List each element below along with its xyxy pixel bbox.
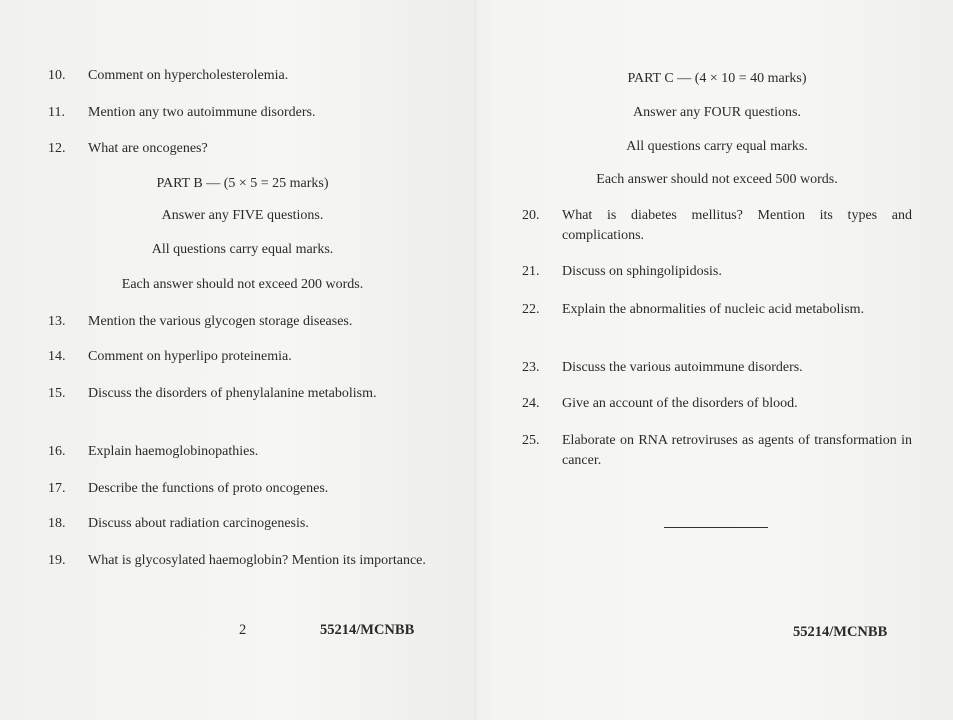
part-b-title: PART B — (5 × 5 = 25 marks) — [156, 176, 329, 191]
part-c-title: PART C — (4 × 10 = 40 marks) — [627, 71, 807, 86]
question-text: Explain haemoglobinopathies. — [88, 444, 259, 459]
question-text: Discuss about radiation carcinogenesis. — [88, 516, 309, 531]
page-number: 2 — [239, 622, 247, 638]
question-number: 16. — [48, 444, 66, 459]
paper-code: 55214/MCNBB — [793, 624, 888, 640]
question-text: Describe the functions of proto oncogenes. — [88, 481, 329, 496]
question-number: 13. — [48, 314, 66, 329]
question-text: Comment on hypercholesterolemia. — [88, 68, 289, 83]
question-text: Explain the abnormalities of nucleic acid metabolism. — [562, 302, 865, 317]
question-text: Discuss the various autoimmune disorders. — [562, 360, 803, 375]
page-fold — [474, 0, 476, 720]
question-number: 12. — [48, 141, 66, 156]
paper-code: 55214/MCNBB — [320, 622, 415, 638]
question-number: 18. — [48, 516, 66, 531]
question-text: What is glycosylated haemoglobin? Mention its importance. — [88, 553, 426, 568]
question-number: 25. — [522, 433, 540, 448]
end-rule — [664, 527, 768, 528]
part-b-instruction: Answer any FIVE questions. — [161, 208, 324, 223]
question-text: What is diabetes mellitus? Mention its types and complications. — [562, 208, 912, 243]
question-text: Discuss on sphingolipidosis. — [562, 264, 722, 279]
part-c-instruction: All questions carry equal marks. — [626, 139, 808, 154]
part-c-instruction: Answer any FOUR questions. — [633, 105, 801, 120]
question-text: Discuss the disorders of phenylalanine metabolism. — [88, 386, 377, 401]
question-number: 20. — [522, 208, 540, 223]
question-text: Mention the various glycogen storage diseases. — [88, 314, 353, 329]
question-text: Mention any two autoimmune disorders. — [88, 105, 316, 120]
question-number: 15. — [48, 386, 66, 401]
question-number: 17. — [48, 481, 66, 496]
question-number: 11. — [48, 105, 65, 120]
question-number: 24. — [522, 396, 540, 411]
part-c-instruction: Each answer should not exceed 500 words. — [596, 172, 838, 187]
question-text: Give an account of the disorders of blood. — [562, 396, 798, 411]
question-number: 21. — [522, 264, 540, 279]
question-text: What are oncogenes? — [88, 141, 208, 156]
question-text: Comment on hyperlipo proteinemia. — [88, 349, 292, 364]
question-number: 22. — [522, 302, 540, 317]
question-number: 10. — [48, 68, 66, 83]
question-number: 23. — [522, 360, 540, 375]
question-number: 14. — [48, 349, 66, 364]
question-number: 19. — [48, 553, 66, 568]
part-b-instruction: All questions carry equal marks. — [151, 242, 334, 257]
question-text: Elaborate on RNA retroviruses as agents of transformation in cancer. — [562, 433, 912, 468]
part-b-instruction: Each answer should not exceed 200 words. — [121, 277, 364, 292]
